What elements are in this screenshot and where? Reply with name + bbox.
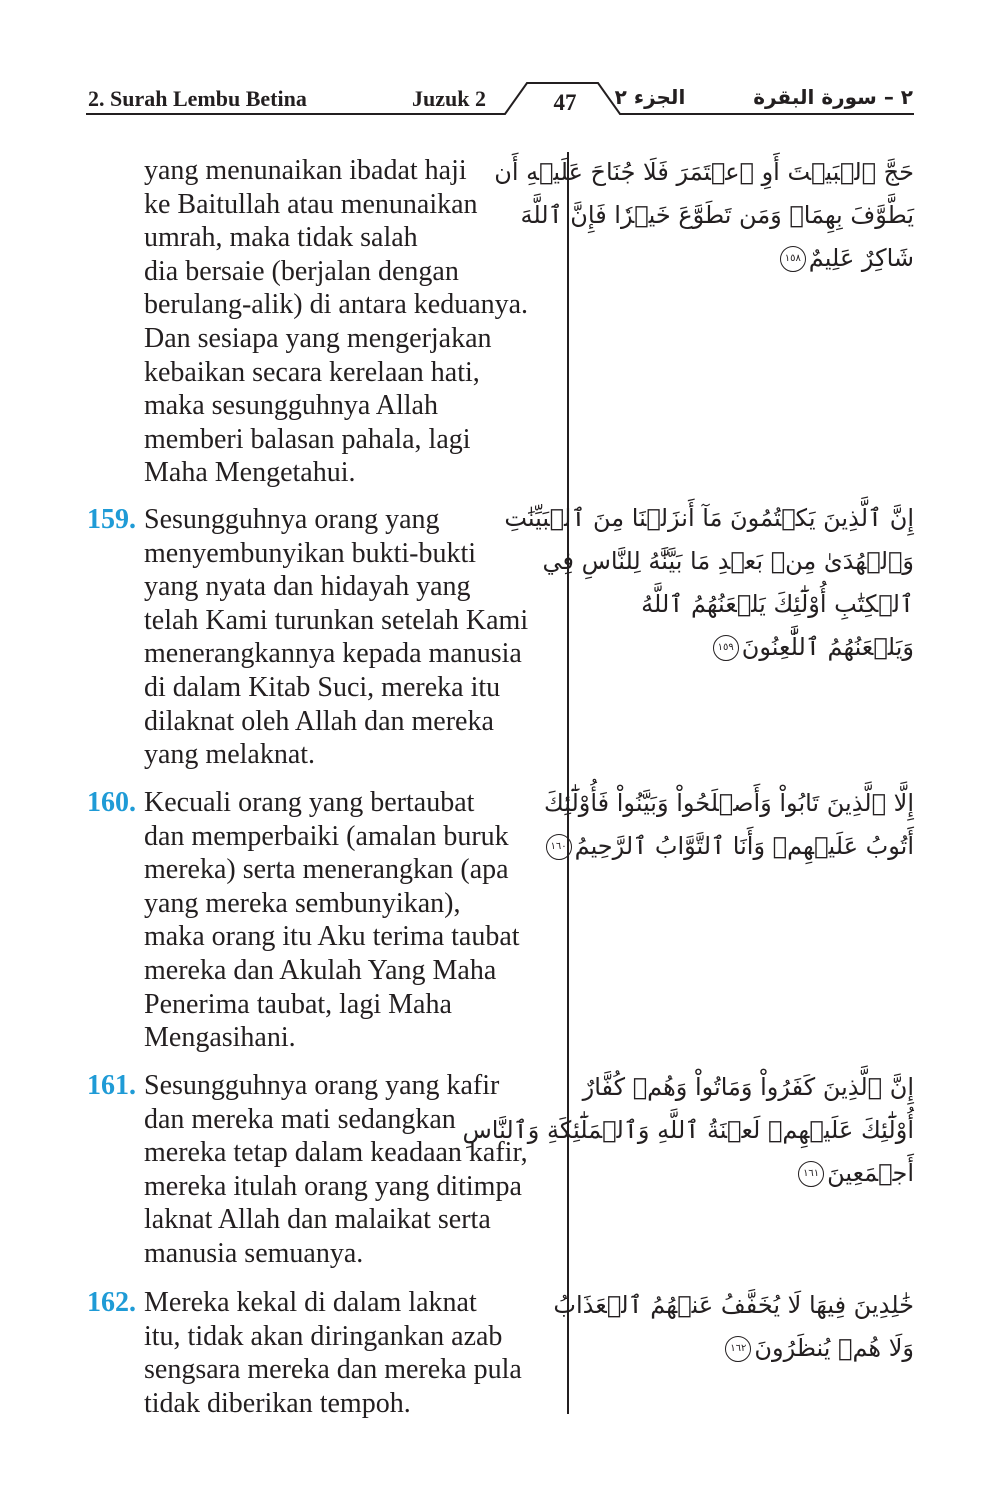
- translation-line: Mereka kekal di dalam laknat: [144, 1287, 477, 1318]
- translation-line: Dan sesiapa yang mengerjakan: [144, 322, 492, 354]
- arabic-line: [550, 825, 914, 868]
- translation-line: menerangkannya kepada manusia: [144, 638, 522, 670]
- translation-line: Penerima taubat, lagi Maha: [144, 988, 452, 1020]
- translation-line: dia bersaie (berjalan dengan: [144, 255, 459, 287]
- translation-line: mereka dan Akulah Yang Maha: [144, 954, 497, 986]
- arabic-line: خَٰلِدِينَ فِيهَا لَا يُخَفَّفُ عَنۡهُمُ ٱلۡعَذَابُ: [553, 1291, 914, 1319]
- translation-line: maka sesungguhnya Allah: [144, 390, 438, 422]
- translation-text: [144, 786, 520, 1055]
- translation-line: kebaikan secara kerelaan hati,: [144, 356, 480, 388]
- translation-line: laknat Allah dan malaikat serta: [144, 1204, 491, 1236]
- translation-line: yang nyata dan hidayah yang: [144, 571, 471, 603]
- translation-line: itu, tidak akan diringankan azab: [144, 1320, 503, 1352]
- arabic-line: [598, 626, 914, 669]
- arabic-line: أُوْلَٰٓئِكَ عَلَيۡهِمۡ لَعۡنَةُ ٱللَّهِ وَٱلۡمَلَٰٓئِكَةِ وَٱلنَّاسِ: [462, 1116, 914, 1144]
- page-header: [0, 0, 1000, 130]
- translation-line: menyembunyikan bukti-bukti: [144, 537, 477, 569]
- verse-number: 161.: [87, 1070, 136, 1101]
- arabic-line: إِنَّ ٱلَّذِينَ كَفَرُواْ وَمَاتُواْ وَهُمۡ كُفَّارٌ: [582, 1073, 914, 1101]
- translation-line: umrah, maka tidak salah: [144, 222, 418, 254]
- arabic-line: يَطَّوَّفَ بِهِمَاۚ وَمَن تَطَوَّعَ خَيۡرٗا فَإِنَّ ٱللَّهَ: [520, 201, 914, 229]
- translation-line: Sesungguhnya orang yang kafir: [144, 1070, 500, 1101]
- ayah-end-marker: ١٦٠: [546, 834, 572, 860]
- translation-text: [144, 1069, 528, 1271]
- ayah-end-marker: ١٦٢: [725, 1336, 751, 1362]
- arabic-line: [598, 1152, 914, 1195]
- translation-line: yang melaknat.: [144, 739, 316, 771]
- arabic-text: [504, 497, 914, 669]
- translation-line: ke Baitullah atau menunaikan: [144, 188, 478, 220]
- ayah-end-marker: ١٦١: [798, 1161, 824, 1187]
- arabic-line: إِلَّا ٱلَّذِينَ تَابُواْ وَأَصۡلَحُواْ وَبَيَّنُواْ فَأُوْلَٰٓئِكَ: [543, 789, 914, 817]
- header-arabic-juz: الجزء ٢: [614, 85, 686, 109]
- header-juzuk-label: Juzuk 2: [412, 86, 486, 111]
- translation-line: tidak diberikan tempoh.: [144, 1387, 411, 1419]
- translation-line: mereka) serta menerangkan (apa: [144, 854, 509, 886]
- translation-line: yang menunaikan ibadat haji: [144, 155, 467, 186]
- translation-line: mereka itulah orang yang ditimpa: [144, 1170, 522, 1202]
- page-number: 47: [553, 90, 577, 115]
- ayah-end-marker: ١٥٩: [713, 635, 739, 661]
- arabic-line: وَٱلۡهُدَىٰ مِنۢ بَعۡدِ مَا بَيَّنَّٰهُ لِلنَّاسِ فِي: [542, 547, 914, 575]
- translation-line: dilaknat oleh Allah dan mereka: [144, 705, 494, 737]
- translation-line: manusia semuanya.: [144, 1237, 364, 1269]
- translation-text: [144, 503, 528, 772]
- verse-number: 162.: [87, 1287, 136, 1318]
- verse-number: 159.: [87, 504, 136, 535]
- translation-text: [144, 1286, 522, 1420]
- translation-line: Maha Mengetahui.: [144, 457, 356, 489]
- arabic-text: [553, 1284, 914, 1370]
- arabic-text: [543, 782, 914, 868]
- arabic-line-text: وَيَلۡعَنُهُمُ ٱللَّٰعِنُونَ: [741, 633, 914, 661]
- header-surah-title: 2. Surah Lembu Betina: [88, 86, 307, 111]
- arabic-line: حَجَّ ٱلۡبَيۡتَ أَوِ ٱعۡتَمَرَ فَلَا جُنَاحَ عَلَيۡهِ أَن: [494, 158, 914, 186]
- translation-line: Mengasihani.: [144, 1022, 296, 1054]
- arabic-line-text: شَاكِرٌ عَلِيمٌ: [808, 244, 914, 272]
- translation-text: [144, 154, 528, 490]
- arabic-line: [598, 1327, 914, 1370]
- arabic-line: ٱلۡكِتَٰبِ أُوْلَٰٓئِكَ يَلۡعَنُهُمُ ٱللَّهُ: [641, 590, 914, 618]
- arabic-line-text: وَلَا هُمۡ يُنظَرُونَ: [754, 1334, 914, 1362]
- arabic-line: إِنَّ ٱلَّذِينَ يَكۡتُمُونَ مَآ أَنزَلۡنَا مِنَ ٱلۡبَيِّنَٰتِ: [504, 504, 914, 532]
- translation-line: sengsara mereka dan mereka pula: [144, 1354, 522, 1386]
- translation-line: mereka tetap dalam keadaan kafir,: [144, 1137, 528, 1169]
- arabic-text: [462, 1066, 914, 1195]
- translation-line: berulang-alik) di antara keduanya.: [144, 289, 529, 321]
- translation-line: Sesungguhnya orang yang: [144, 504, 440, 535]
- translation-line: dan mereka mati sedangkan: [144, 1103, 456, 1135]
- verse-number: 160.: [87, 787, 136, 818]
- translation-line: yang mereka sembunyikan),: [144, 887, 461, 919]
- translation-line: Kecuali orang yang bertaubat: [144, 787, 475, 818]
- translation-line: maka orang itu Aku terima taubat: [144, 921, 520, 953]
- translation-line: memberi balasan pahala, lagi: [144, 423, 471, 455]
- arabic-line: [598, 237, 914, 280]
- translation-line: di dalam Kitab Suci, mereka itu: [144, 671, 501, 703]
- header-arabic-surah: ٢ – سورة البقرة: [753, 85, 913, 109]
- arabic-line-text: أَجۡمَعِينَ: [827, 1159, 914, 1187]
- arabic-line-text: أَتُوبُ عَلَيۡهِمۡ وَأَنَا ٱلتَّوَّابُ ٱلرَّحِيمُ: [574, 832, 914, 860]
- ayah-end-marker: ١٥٨: [780, 246, 806, 272]
- translation-line: telah Kami turunkan setelah Kami: [144, 604, 529, 636]
- arabic-text: [494, 151, 914, 280]
- translation-line: dan memperbaiki (amalan buruk: [144, 820, 509, 852]
